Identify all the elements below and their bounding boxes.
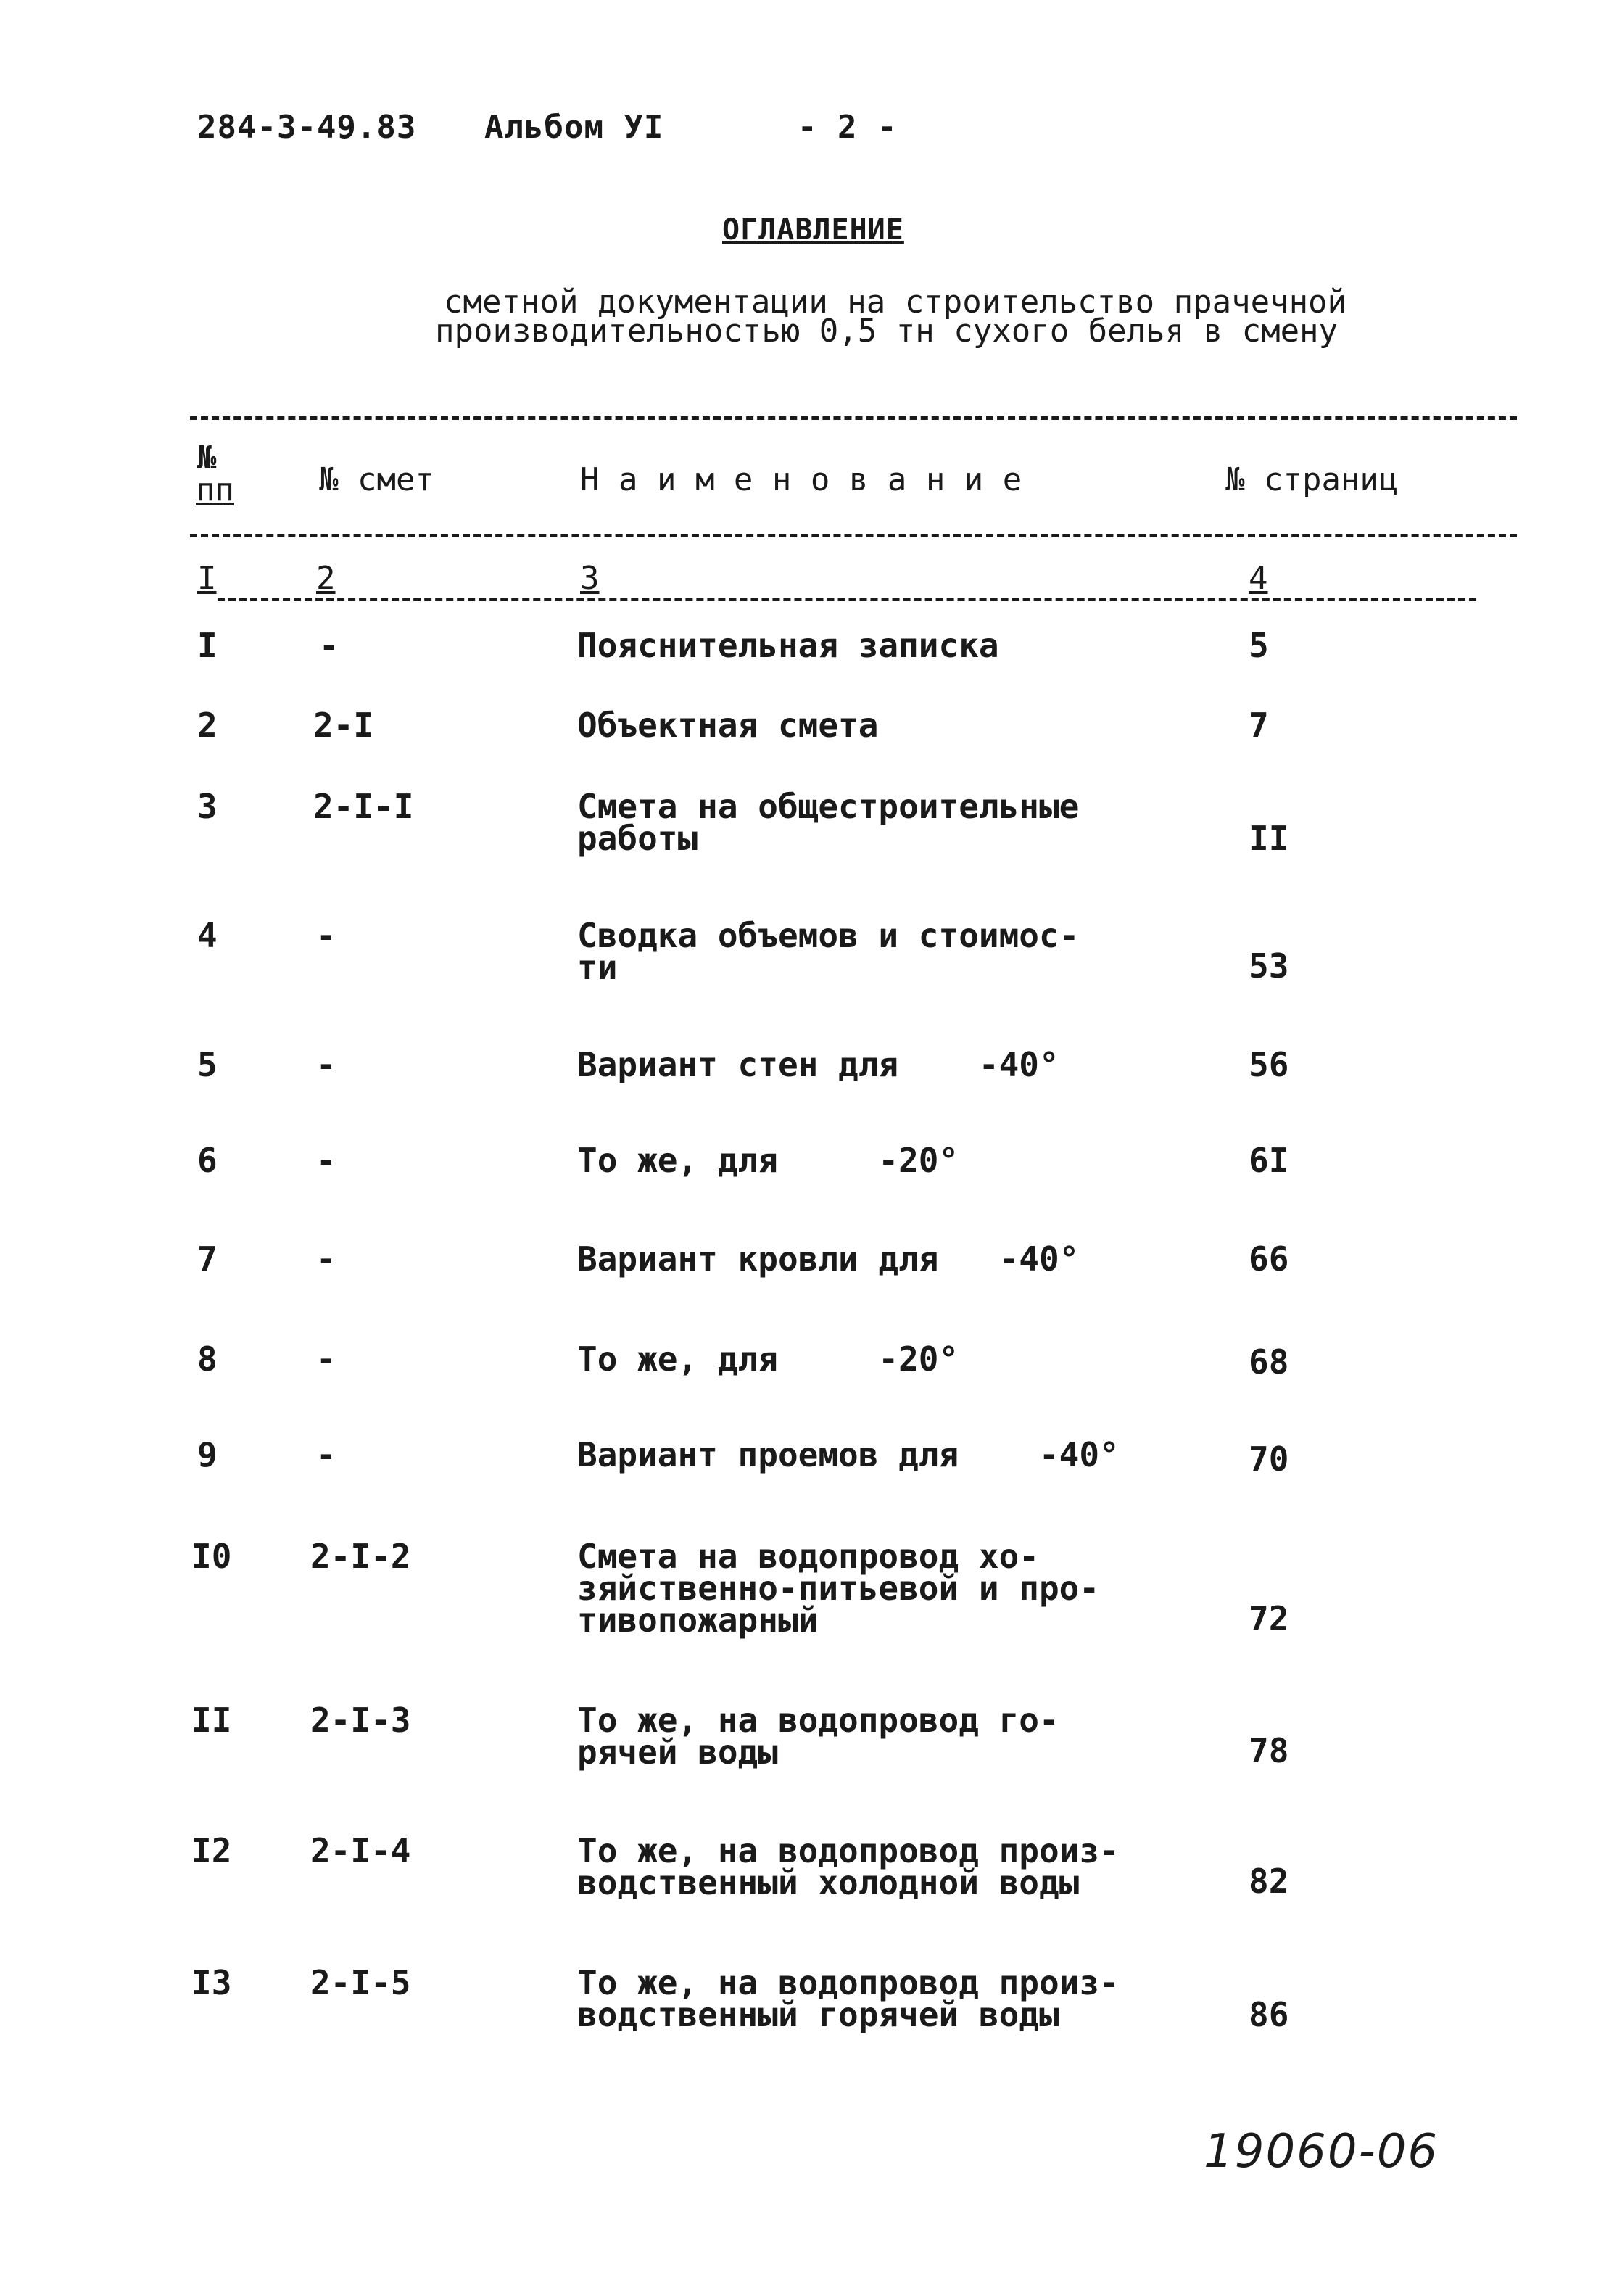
document-code: 284-3-49.83 [197, 109, 417, 146]
header-num-line2: пп [196, 471, 234, 508]
row-4-estimate: - [316, 916, 336, 955]
row-3-num: 3 [197, 787, 218, 826]
row-7-estimate: - [316, 1239, 336, 1279]
column-number-4: 4 [1249, 560, 1268, 597]
row-1-name: Пояснительная записка [577, 626, 999, 665]
row-1-page: 5 [1249, 626, 1269, 665]
row-13-estimate: 2-I-5 [310, 1963, 411, 2002]
row-1-estimate: - [319, 626, 339, 665]
header-num-line1: № [197, 439, 217, 476]
table-top-rule [190, 416, 1517, 420]
row-10-estimate: 2-I-2 [310, 1537, 411, 1576]
header-pages: № страниц [1225, 461, 1399, 498]
row-6-estimate: - [316, 1141, 336, 1180]
row-6-name: То же, для -20° [577, 1141, 959, 1180]
row-6-num: 6 [197, 1141, 218, 1180]
handwritten-inventory-number: 19060-06 [1204, 2125, 1439, 2179]
row-10-page: 72 [1249, 1599, 1289, 1638]
row-5-estimate: - [316, 1045, 336, 1084]
row-10-num: I0 [191, 1537, 232, 1576]
row-13-name: То же, на водопровод произ- водственный горячей воды [577, 1963, 1120, 2034]
row-7-num: 7 [197, 1239, 218, 1279]
document-title: ОГЛАВЛЕНИЕ [722, 213, 904, 247]
row-1-num: I [197, 626, 218, 665]
row-11-estimate: 2-I-3 [310, 1701, 411, 1740]
row-4-num: 4 [197, 916, 218, 955]
column-number-3: 3 [580, 560, 600, 597]
row-13-page: 86 [1249, 1995, 1289, 2034]
row-7-page: 66 [1249, 1239, 1289, 1279]
row-10-name: Смета на водопровод хо- зяйственно-питьевой и про- тивопожарный [577, 1537, 1100, 1640]
column-number-2: 2 [316, 560, 336, 597]
row-9-page: 70 [1249, 1440, 1289, 1479]
subtitle-line-2: производительностью 0,5 тн сухого белья в смену [435, 313, 1339, 350]
album-label: Альбом УI [484, 109, 664, 146]
row-11-name: То же, на водопровод го- рячей воды [577, 1701, 1059, 1772]
row-5-page: 56 [1249, 1045, 1289, 1084]
row-2-num: 2 [197, 706, 218, 745]
row-9-num: 9 [197, 1435, 218, 1474]
page-number: - 2 - [798, 109, 898, 146]
row-8-estimate: - [316, 1339, 336, 1379]
row-5-name: Вариант стен для -40° [577, 1045, 1059, 1084]
header-name: Н а и м е н о в а н и е [580, 461, 1022, 498]
row-13-num: I3 [191, 1963, 232, 2002]
row-7-name: Вариант кровли для -40° [577, 1239, 1080, 1279]
row-6-page: 6I [1249, 1141, 1289, 1180]
header-bottom-rule [190, 534, 1517, 537]
row-5-num: 5 [197, 1045, 218, 1084]
row-8-page: 68 [1249, 1342, 1289, 1382]
row-8-num: 8 [197, 1339, 218, 1379]
row-9-estimate: - [316, 1435, 336, 1474]
column-number-1: I [197, 560, 217, 597]
row-8-name: То же, для -20° [577, 1339, 959, 1379]
column-number-rule [218, 598, 1476, 601]
row-2-page: 7 [1249, 706, 1269, 745]
header-estimate: № смет [319, 461, 434, 498]
subtitle-line-1: сметной документации на строительство прачечной [444, 284, 1347, 321]
row-11-page: 78 [1249, 1731, 1289, 1770]
row-4-page: 53 [1249, 946, 1289, 986]
row-2-name: Объектная смета [577, 706, 879, 745]
row-12-estimate: 2-I-4 [310, 1831, 411, 1870]
row-4-name: Сводка объемов и стоимос- ти [577, 916, 1080, 987]
row-2-estimate: 2-I [313, 706, 374, 745]
row-3-page: II [1249, 819, 1289, 858]
row-12-num: I2 [191, 1831, 232, 1870]
row-11-num: II [191, 1701, 232, 1740]
row-3-estimate: 2-I-I [313, 787, 414, 826]
row-12-page: 82 [1249, 1862, 1289, 1901]
row-12-name: То же, на водопровод произ- водственный холодной воды [577, 1831, 1120, 1902]
row-9-name: Вариант проемов для -40° [577, 1435, 1120, 1474]
row-3-name: Смета на общестроительные работы [577, 787, 1080, 858]
